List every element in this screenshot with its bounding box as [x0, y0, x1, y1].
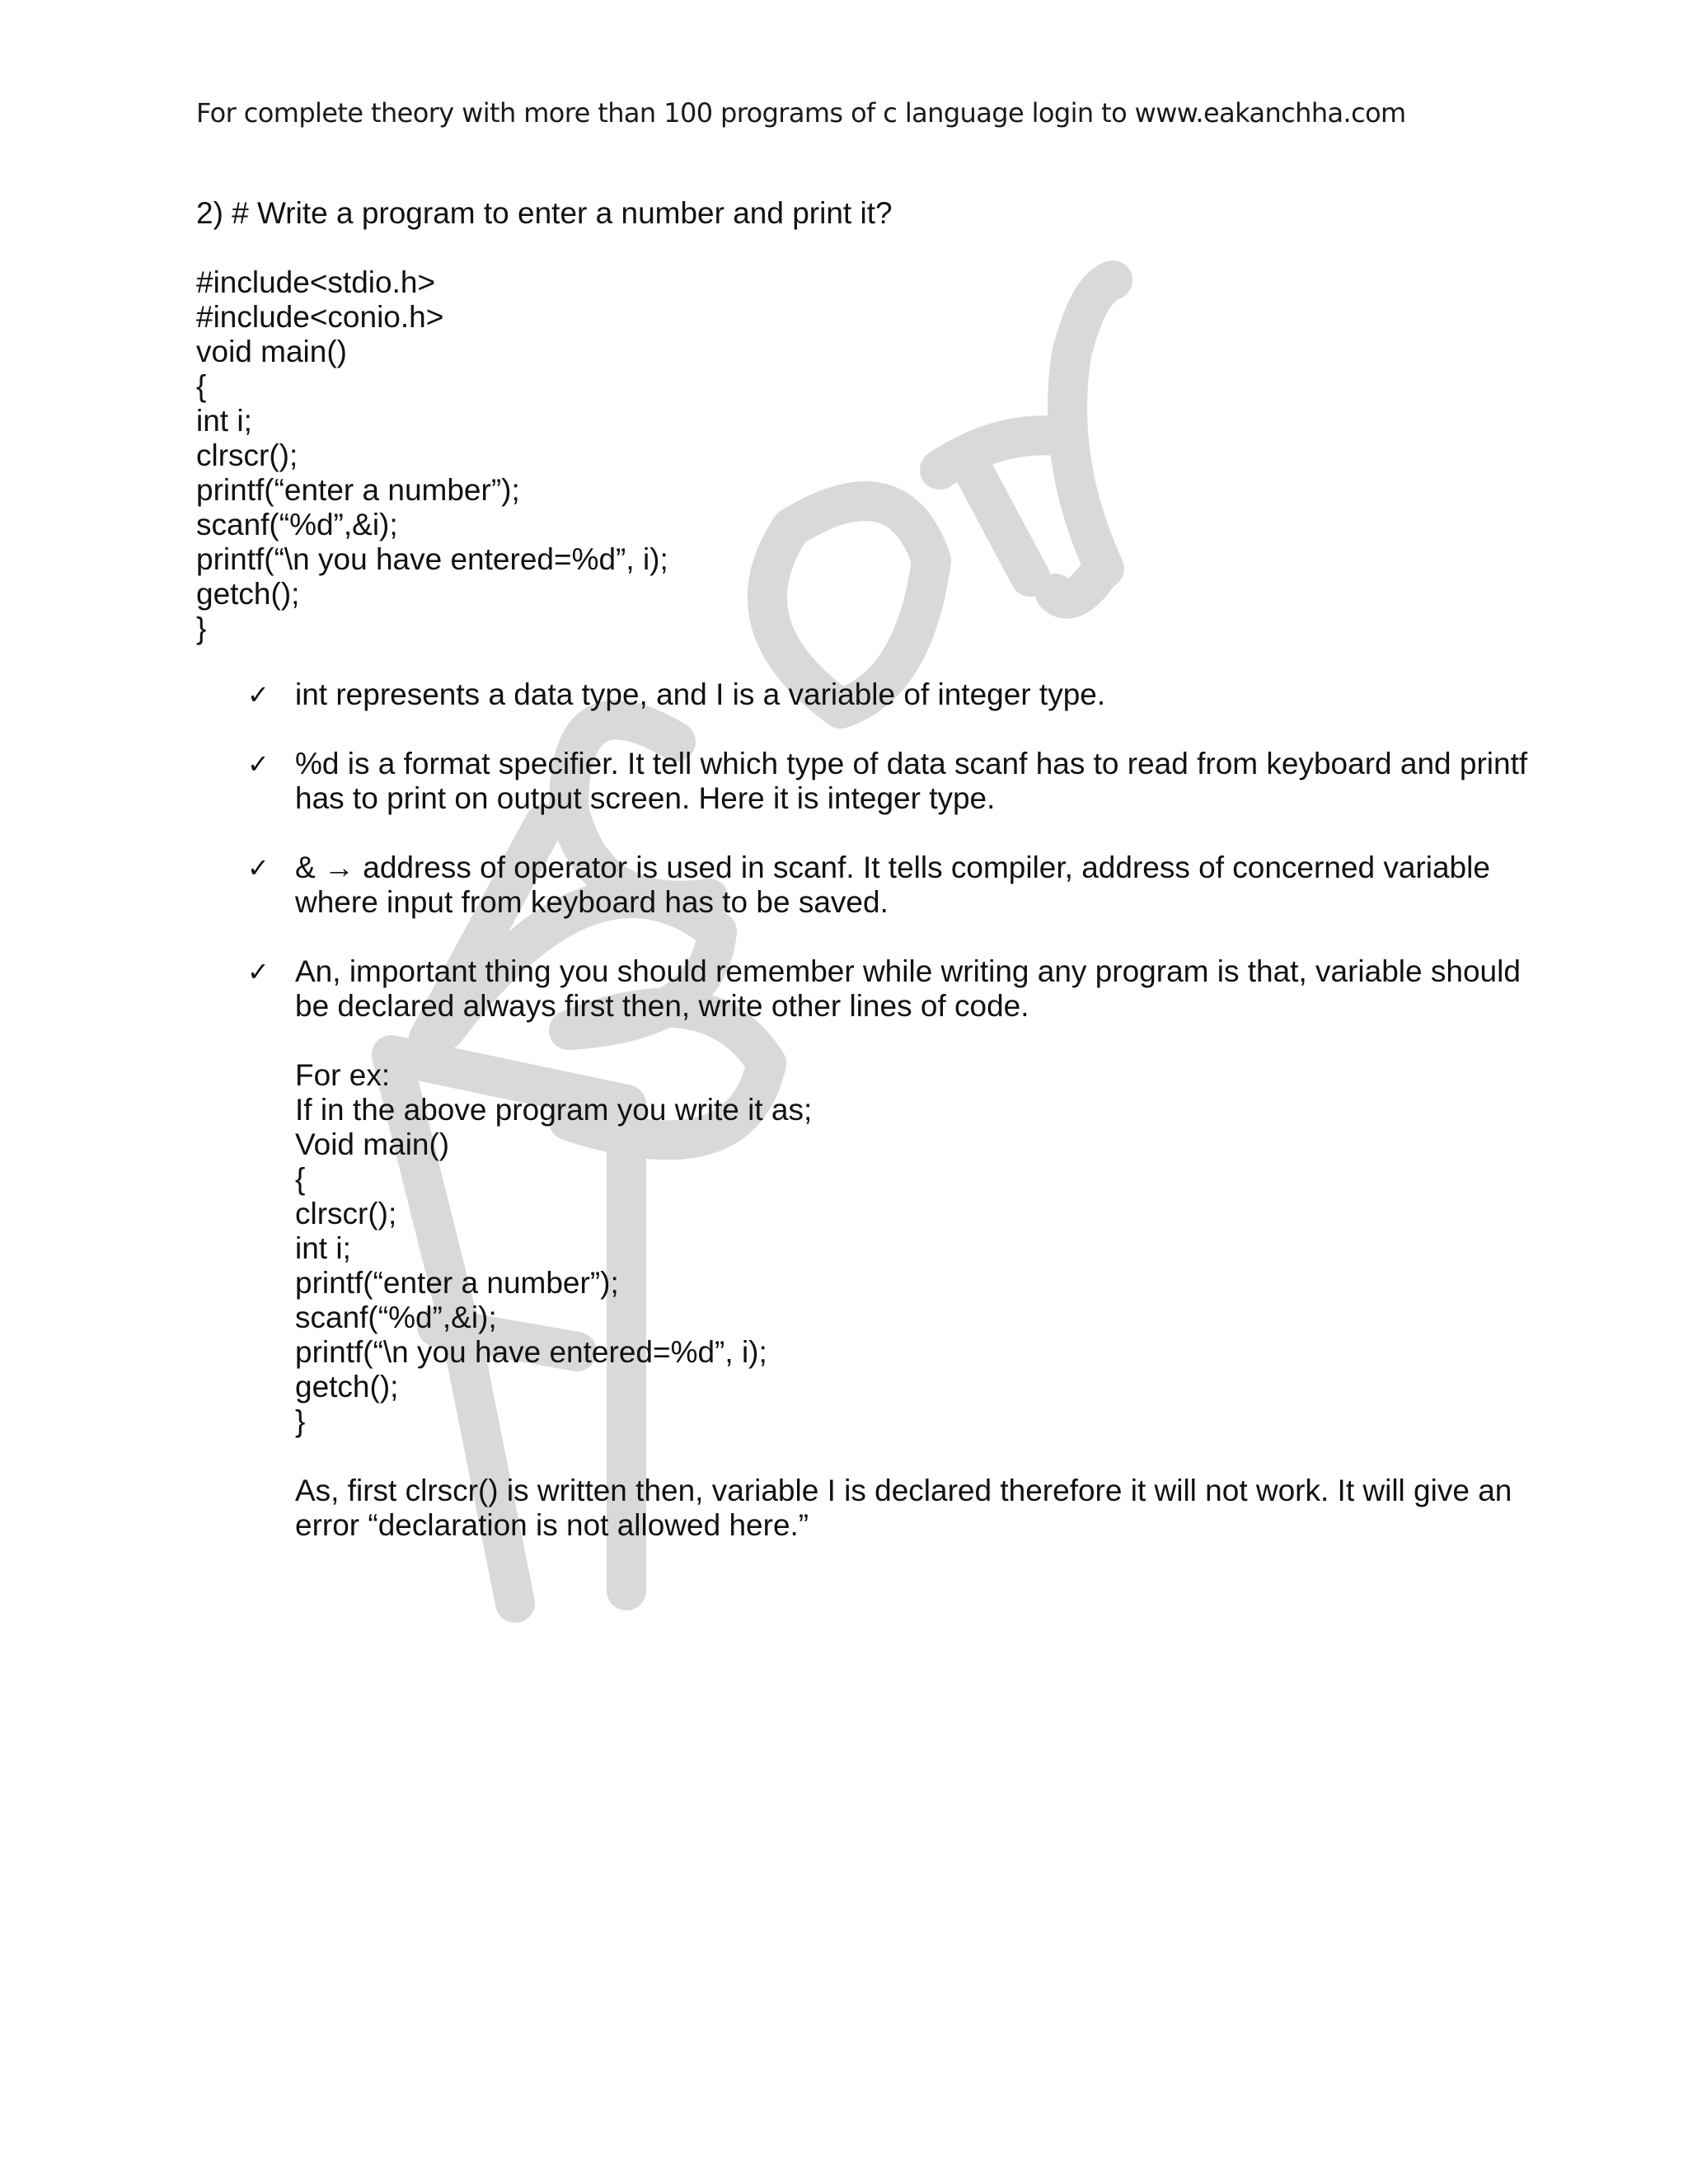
code-line: int i;	[196, 404, 252, 438]
example-line: printf(“\n you have entered=%d”, i);	[295, 1335, 767, 1369]
checkmark-icon: ✓	[247, 748, 270, 780]
checkmark-icon: ✓	[247, 852, 270, 883]
example-line: }	[295, 1404, 306, 1438]
code-line: {	[196, 369, 207, 403]
example-line: {	[295, 1162, 306, 1196]
bullet-item	[247, 954, 1533, 1543]
bullet-text: An, important thing you should remember while writing any program is that, variable should be declared always first then, write other lines of code.	[295, 954, 1521, 1023]
code-line: #include<conio.h>	[196, 300, 444, 334]
example-line: int i;	[295, 1231, 351, 1265]
code-line: void main()	[196, 335, 347, 368]
example-line: If in the above program you write it as;	[295, 1093, 813, 1127]
bullet-item	[247, 677, 1533, 712]
code-line: clrscr();	[196, 438, 298, 472]
example-line: clrscr();	[295, 1197, 397, 1230]
code-line: printf(“enter a number”);	[196, 473, 520, 507]
example-line: scanf(“%d”,&i);	[295, 1301, 497, 1334]
bullet-text: %d is a format specifier. It tell which type of data scanf has to read from keyboard and printf has to print on output screen. Here it is integer type.	[295, 747, 1528, 815]
bullet-text: & → address of operator is used in scanf. It tells compiler, address of concerned variable where input from keyboard has to be saved.	[295, 851, 1490, 919]
bullet-item	[247, 851, 1533, 920]
code-block	[196, 265, 668, 646]
question-title: 2) # Write a program to enter a number and print it?	[196, 196, 893, 230]
example-line: For ex:	[295, 1058, 391, 1092]
example-line: getch();	[295, 1370, 399, 1404]
checkmark-icon: ✓	[247, 679, 270, 710]
code-line: getch();	[196, 577, 300, 611]
example-line: Void main()	[295, 1127, 450, 1161]
example-code-block	[295, 1058, 1533, 1439]
code-line: printf(“\n you have entered=%d”, i);	[196, 542, 668, 576]
code-line: }	[196, 612, 207, 645]
page-header: For complete theory with more than 100 programs of c language login to www.eakanchha.com	[196, 97, 1406, 129]
note-paragraph: As, first clrscr() is written then, variable I is declared therefore it will not work. It will give an error “declaration is not allowed here.”	[295, 1474, 1512, 1542]
bullet-item	[247, 747, 1533, 816]
code-line: #include<stdio.h>	[196, 265, 436, 299]
code-line: scanf(“%d”,&i);	[196, 508, 398, 541]
checkmark-icon: ✓	[247, 956, 270, 987]
bullet-list	[247, 677, 1533, 1577]
example-line: printf(“enter a number”);	[295, 1266, 619, 1300]
bullet-text: int represents a data type, and I is a variable of integer type.	[295, 677, 1106, 711]
